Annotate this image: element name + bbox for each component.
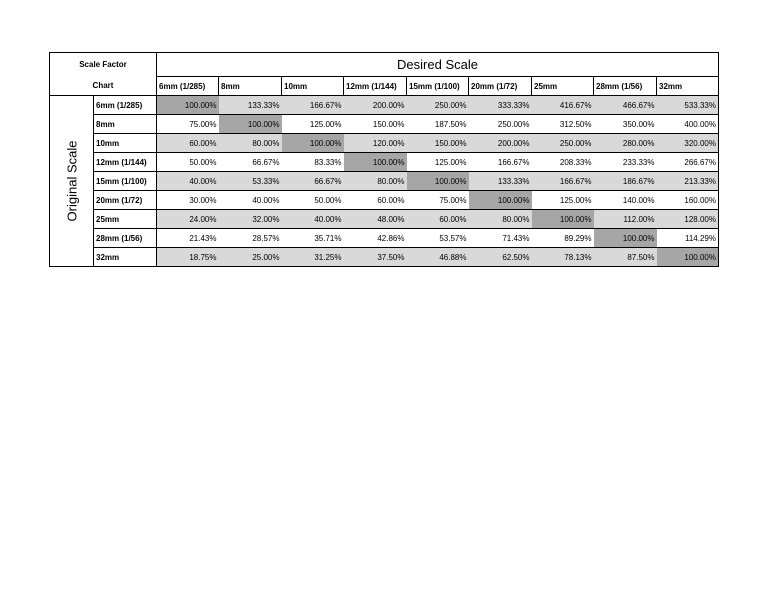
- table-cell: 40.00%: [157, 172, 219, 191]
- table-cell: 125.00%: [407, 153, 469, 172]
- table-cell: 266.67%: [657, 153, 719, 172]
- table-cell-diagonal: 100.00%: [594, 229, 657, 248]
- table-cell: 25.00%: [219, 248, 282, 267]
- column-header: 15mm (1/100): [407, 77, 469, 96]
- table-cell: 125.00%: [282, 115, 344, 134]
- table-cell-diagonal: 100.00%: [657, 248, 719, 267]
- table-cell: 66.67%: [219, 153, 282, 172]
- table-cell: 150.00%: [407, 134, 469, 153]
- table-cell: 40.00%: [219, 191, 282, 210]
- table-cell: 280.00%: [594, 134, 657, 153]
- desired-scale-header: Desired Scale: [157, 53, 719, 77]
- table-row: [50, 172, 719, 191]
- table-cell: 133.33%: [219, 96, 282, 115]
- corner-title-line1: Scale Factor: [50, 53, 157, 77]
- column-header: 10mm: [282, 77, 344, 96]
- table-cell: 208.33%: [532, 153, 594, 172]
- row-header: 20mm (1/72): [94, 191, 157, 210]
- row-header: 15mm (1/100): [94, 172, 157, 191]
- table-cell: 160.00%: [657, 191, 719, 210]
- table-cell: 213.33%: [657, 172, 719, 191]
- table-cell: 416.67%: [532, 96, 594, 115]
- table-cell: 200.00%: [344, 96, 407, 115]
- table-cell: 75.00%: [157, 115, 219, 134]
- table-cell-diagonal: 100.00%: [407, 172, 469, 191]
- table-cell-diagonal: 100.00%: [469, 191, 532, 210]
- table-cell: 60.00%: [157, 134, 219, 153]
- table-cell: 42.86%: [344, 229, 407, 248]
- table-cell: 78.13%: [532, 248, 594, 267]
- table-cell: 250.00%: [469, 115, 532, 134]
- table-cell: 186.67%: [594, 172, 657, 191]
- table-cell-diagonal: 100.00%: [282, 134, 344, 153]
- corner-title-line2: Chart: [50, 77, 157, 96]
- table-row: [50, 229, 719, 248]
- column-header: 12mm (1/144): [344, 77, 407, 96]
- table-row: [50, 191, 719, 210]
- table-cell: 30.00%: [157, 191, 219, 210]
- table-cell: 48.00%: [344, 210, 407, 229]
- table-cell: 120.00%: [344, 134, 407, 153]
- table-cell: 333.33%: [469, 96, 532, 115]
- table-cell-diagonal: 100.00%: [532, 210, 594, 229]
- table-cell: 46.88%: [407, 248, 469, 267]
- table-cell: 83.33%: [282, 153, 344, 172]
- table-cell: 32.00%: [219, 210, 282, 229]
- table-row: [50, 153, 719, 172]
- table-cell: 87.50%: [594, 248, 657, 267]
- table-cell: 60.00%: [344, 191, 407, 210]
- table-cell: 80.00%: [469, 210, 532, 229]
- row-header: 6mm (1/285): [94, 96, 157, 115]
- row-header: 25mm: [94, 210, 157, 229]
- table-cell-diagonal: 100.00%: [157, 96, 219, 115]
- table-cell: 133.33%: [469, 172, 532, 191]
- table-cell: 31.25%: [282, 248, 344, 267]
- table-cell: 187.50%: [407, 115, 469, 134]
- table-cell: 75.00%: [407, 191, 469, 210]
- table-cell: 80.00%: [344, 172, 407, 191]
- table-cell: 53.57%: [407, 229, 469, 248]
- table-cell: 80.00%: [219, 134, 282, 153]
- column-header: 20mm (1/72): [469, 77, 532, 96]
- table-cell-diagonal: 100.00%: [344, 153, 407, 172]
- table-row: [50, 134, 719, 153]
- table-cell: 114.29%: [657, 229, 719, 248]
- table-cell: 28.57%: [219, 229, 282, 248]
- table-cell: 166.67%: [532, 172, 594, 191]
- scale-factor-table: [49, 52, 719, 267]
- table-cell: 89.29%: [532, 229, 594, 248]
- original-scale-label: Original Scale: [64, 140, 79, 222]
- table-cell: 166.67%: [282, 96, 344, 115]
- table-cell: 250.00%: [407, 96, 469, 115]
- original-scale-label-cell: [50, 96, 94, 267]
- table-row: [50, 210, 719, 229]
- table-cell: 66.67%: [282, 172, 344, 191]
- table-cell: 200.00%: [469, 134, 532, 153]
- row-header: 10mm: [94, 134, 157, 153]
- table-cell: 24.00%: [157, 210, 219, 229]
- table-cell: 112.00%: [594, 210, 657, 229]
- table-cell: 60.00%: [407, 210, 469, 229]
- table-cell: 150.00%: [344, 115, 407, 134]
- row-header: 8mm: [94, 115, 157, 134]
- table-cell: 40.00%: [282, 210, 344, 229]
- table-cell: 71.43%: [469, 229, 532, 248]
- table-cell: 18.75%: [157, 248, 219, 267]
- table-cell: 50.00%: [282, 191, 344, 210]
- table-cell: 466.67%: [594, 96, 657, 115]
- row-header: 32mm: [94, 248, 157, 267]
- row-header: 12mm (1/144): [94, 153, 157, 172]
- column-header: 8mm: [219, 77, 282, 96]
- table-cell: 125.00%: [532, 191, 594, 210]
- column-header: 6mm (1/285): [157, 77, 219, 96]
- table-cell: 62.50%: [469, 248, 532, 267]
- table-row: [50, 96, 719, 115]
- table-cell: 533.33%: [657, 96, 719, 115]
- table-cell: 350.00%: [594, 115, 657, 134]
- table-cell: 166.67%: [469, 153, 532, 172]
- table-cell: 312.50%: [532, 115, 594, 134]
- table-cell: 400.00%: [657, 115, 719, 134]
- table-cell: 140.00%: [594, 191, 657, 210]
- table-row: [50, 115, 719, 134]
- table-cell: 320.00%: [657, 134, 719, 153]
- column-header: 28mm (1/56): [594, 77, 657, 96]
- table-cell: 35.71%: [282, 229, 344, 248]
- table-cell: 233.33%: [594, 153, 657, 172]
- table-cell: 21.43%: [157, 229, 219, 248]
- table-cell: 50.00%: [157, 153, 219, 172]
- table-cell: 37.50%: [344, 248, 407, 267]
- table-cell: 128.00%: [657, 210, 719, 229]
- column-header: 32mm: [657, 77, 719, 96]
- table-row: [50, 248, 719, 267]
- column-header: 25mm: [532, 77, 594, 96]
- table-cell: 250.00%: [532, 134, 594, 153]
- table-cell: 53.33%: [219, 172, 282, 191]
- table-cell-diagonal: 100.00%: [219, 115, 282, 134]
- row-header: 28mm (1/56): [94, 229, 157, 248]
